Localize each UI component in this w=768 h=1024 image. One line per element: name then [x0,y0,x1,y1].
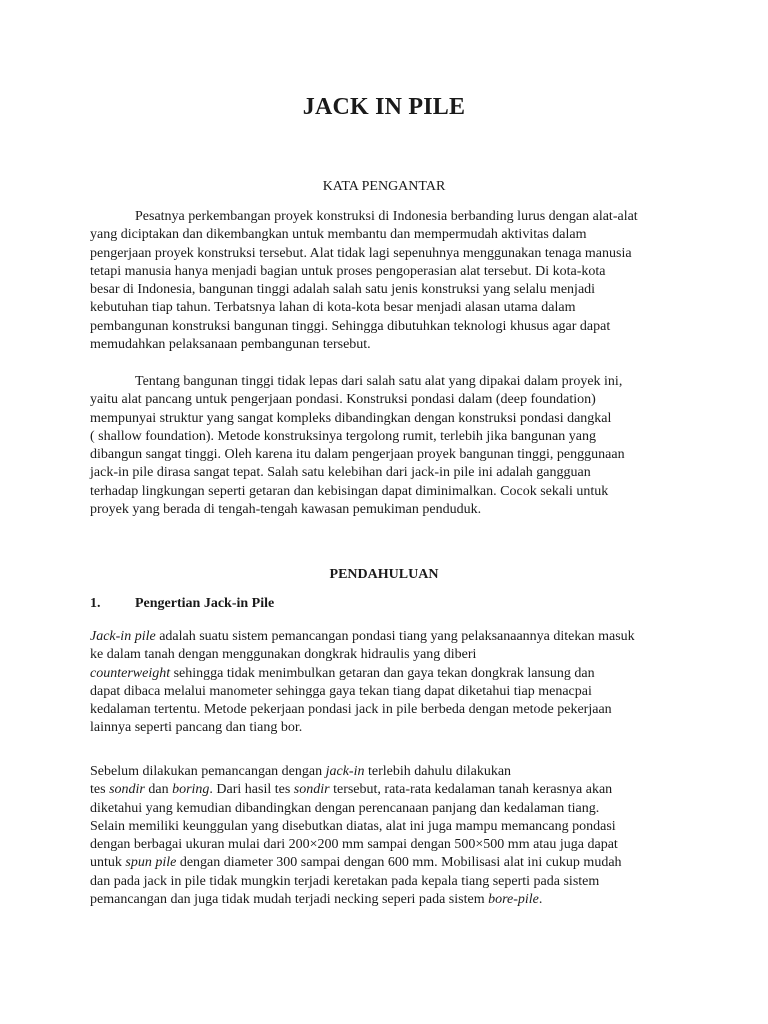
text-span: adalah suatu sistem pemancangan pondasi tiang yang pelaksanaannya ditekan masuk [155,629,635,644]
text-line [90,781,678,799]
text-span: tes [90,782,110,798]
text-span: tersebut, rata-rata kedalaman tanah kerasnya akan [329,782,613,798]
pendahuluan-paragraph-1 [90,628,678,738]
text-line [90,763,678,781]
italic-term: bore-pile [488,892,539,908]
text-line [90,665,678,683]
text-line: terhadap lingkungan seperti getaran dan kebisingan dapat diminimalkan. Cocok sekali untuk [90,483,609,499]
pendahuluan-paragraph-2 [90,763,678,909]
document-title: JACK IN PILE [302,94,466,120]
text-line [90,628,678,646]
section-number: 1. [90,596,101,611]
italic-term: Jack-in pile [90,629,156,644]
text-line: kebutuhan tiap tahun. Terbatsnya lahan di kota-kota besar menjadi alasan utama dalam [90,300,576,316]
italic-term: sondir [293,782,330,798]
section-title: Pengertian Jack-in Pile [135,596,275,611]
text-line: dibangun sangat tinggi. Oleh karena itu dalam pengerjaan proyek bangunan tinggi, penggunaan [90,447,625,463]
text-line: mempunyai struktur yang sangat kompleks dibandingkan dengan konstruksi pondasi dangkal [90,410,612,426]
italic-term: spun pile [125,855,177,871]
text-line: yaitu alat pancang untuk pengerjaan pondasi. Konstruksi pondasi dalam (deep foundation) [90,392,596,408]
text-line: dengan berbagai ukuran mulai dari 200×200 mm sampai dengan 500×500 mm atau juga dapat [90,837,618,853]
text-line: dan pada jack in pile tidak mungkin terjadi keretakan pada kepala tiang seperti pada sistem [90,873,600,889]
text-span: dan [144,782,173,798]
text-span: sehingga tidak menimbulkan getaran dan gaya tekan dongkrak lansung dan [170,665,595,681]
italic-term: counterweight [90,665,171,681]
text-line: tetapi manusia hanya menjadi bagian untuk proses pengoperasian alat tersebut. Di kota-kota [90,263,606,279]
text-line: diketahui yang kemudian dibandingkan dengan perencanaan panjang dan kedalaman tiang. [90,800,600,816]
text-span: . Dari hasil tes [209,782,294,798]
text-span: pemancangan dan juga tidak mudah terjadi necking seperi pada sistem [90,892,489,908]
text-line: dapat dibaca melalui manometer sehingga gaya tekan tiang dapat diketahui tiap menacpai [90,683,592,699]
text-line: ( shallow foundation). Metode konstruksinya tergolong rumit, terlebih jika bangunan yang [90,428,596,444]
text-line: memudahkan pelaksanaan pembangunan tersebut. [90,337,371,353]
kata-pengantar-heading: KATA PENGANTAR [322,179,446,194]
text-span: . [538,892,543,908]
text-span: Sebelum dilakukan pemancangan dengan [90,764,326,779]
text-line: jack-in pile dirasa sangat tepat. Salah satu kelebihan dari jack-in pile ini adalah gangguan [90,465,591,481]
text-line [90,854,678,872]
text-line: proyek yang berada di tengah-tengah kawasan pemukiman penduduk. [90,502,482,518]
italic-term: sondir [109,782,145,798]
text-line: pengerjaan proyek konstruksi tersebut. Alat tidak lagi sepenuhnya menggunakan tenaga manusia [90,245,632,261]
section-heading [90,596,274,612]
italic-term: jack-in [325,764,365,779]
text-line: lainnya seperti pancang dan tiang bor. [90,720,303,736]
text-line [90,891,678,909]
kata-pengantar-paragraph-1 [90,208,678,354]
text-line: besar di Indonesia, bangunan tinggi adalah salah satu jenis konstruksi yang selalu menjadi [90,282,596,298]
pendahuluan-heading: PENDAHULUAN [329,567,439,582]
text-line: Pesatnya perkembangan proyek konstruksi di Indonesia berbanding lurus dengan alat-alat [135,209,638,224]
text-line: ke dalam tanah dengan menggunakan dongkrak hidraulis yang diberi [90,647,477,663]
text-span: terlebih dahulu dilakukan [364,764,512,779]
text-line: kedalaman tertentu. Metode pekerjaan pondasi jack in pile berbeda dengan metode pekerjaan [90,702,612,718]
text-line: Selain memiliki keunggulan yang disebutkan diatas, alat ini juga mampu memancang pondasi [90,818,616,834]
kata-pengantar-paragraph-2 [90,373,678,519]
text-line: yang diciptakan dan dikembangkan untuk membantu dan mempermudah aktivitas dalam [90,227,587,243]
italic-term: boring [172,782,210,798]
text-span: untuk [90,855,126,871]
text-line: pembangunan konstruksi bangunan tinggi. Sehingga dibutuhkan teknologi khusus agar dapat [90,318,611,334]
text-line: Tentang bangunan tinggi tidak lepas dari salah satu alat yang dipakai dalam proyek ini, [135,374,623,389]
text-span: dengan diameter 300 sampai dengan 600 mm. Mobilisasi alat ini cukup mudah [176,855,622,871]
